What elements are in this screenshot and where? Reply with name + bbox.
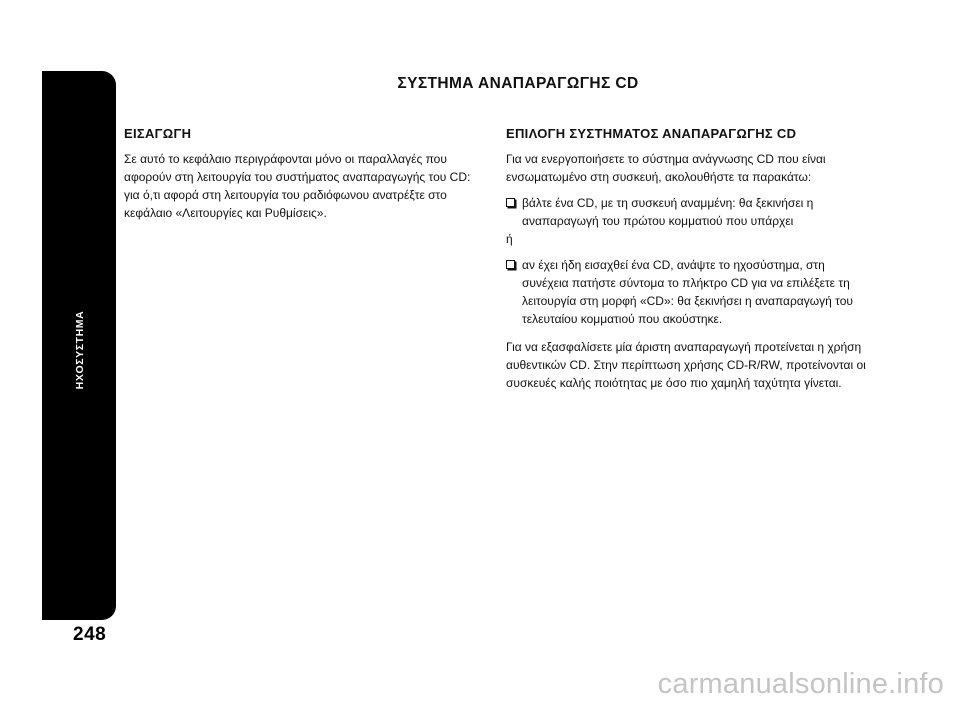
- cd-quality-note: Για να εξασφαλίσετε μία άριστη αναπαραγωγή προτείνεται η χρήση αυθεντικών CD. Στην περίπτωση χρήσης CD-R/RW, προτείνονται οι συσκευές καλής ποιότητας με όσο πιο χαμηλή ταχύτητα γίνεται.: [506, 340, 866, 390]
- instruction-bullet-2: [506, 256, 870, 328]
- instruction-bullet-2-text: αν έχει ήδη εισαχθεί ένα CD, ανάψτε το ηχοσύστημα, στη συνέχεια πατήστε σύντομα το πλήκτρο CD για να επιλέξετε τη λειτουργία στη μορφή «CD»: θα ξεκινήσει η αναπαραγωγή του τελευταίου κομματιού που ακούστηκε.: [522, 258, 853, 326]
- checkbox-bullet-icon: [506, 260, 515, 269]
- page-number: 248: [73, 624, 107, 645]
- or-separator: ή: [506, 232, 513, 246]
- page-title: ΣΥΣΤΗΜΑ ΑΝΑΠΑΡΑΓΩΓΗΣ CD: [397, 75, 639, 92]
- section-side-label: ΗΧΟΣΥΣΤΗΜΑ: [74, 310, 86, 390]
- instruction-bullet-1: [506, 194, 870, 230]
- cd-selection-heading: ΕΠΙΛΟΓΗ ΣΥΣΤΗΜΑΤΟΣ ΑΝΑΠΑΡΑΓΩΓΗΣ CD: [506, 126, 797, 141]
- instruction-bullet-1-text: βάλτε ένα CD, με τη συσκευή αναμμένη: θα ξεκινήσει η αναπαραγωγή του πρώτου κομματιού που υπάρχει: [522, 196, 814, 228]
- cd-selection-intro: Για να ενεργοποιήσετε το σύστημα ανάγνωσης CD που είναι ενσωματωμένο στη συσκευή, ακολουθήστε τα παρακάτω:: [506, 152, 826, 184]
- intro-body: Σε αυτό το κεφάλαιο περιγράφονται μόνο οι παραλλαγές που αφορούν στη λειτουργία του συστήματος αναπαραγωγής του CD: για ό,τι αφορά στη λειτουργία του ραδιόφωνου ανατρέξτε στο κεφάλαιο «Λειτουργίες και Ρυθμίσεις».: [124, 152, 471, 220]
- intro-section: [124, 126, 482, 222]
- cd-selection-section: [506, 126, 870, 392]
- checkbox-bullet-icon: [506, 198, 515, 207]
- intro-heading: ΕΙΣΑΓΩΓΗ: [124, 126, 192, 141]
- site-watermark: carmanualsonline.info: [657, 668, 944, 700]
